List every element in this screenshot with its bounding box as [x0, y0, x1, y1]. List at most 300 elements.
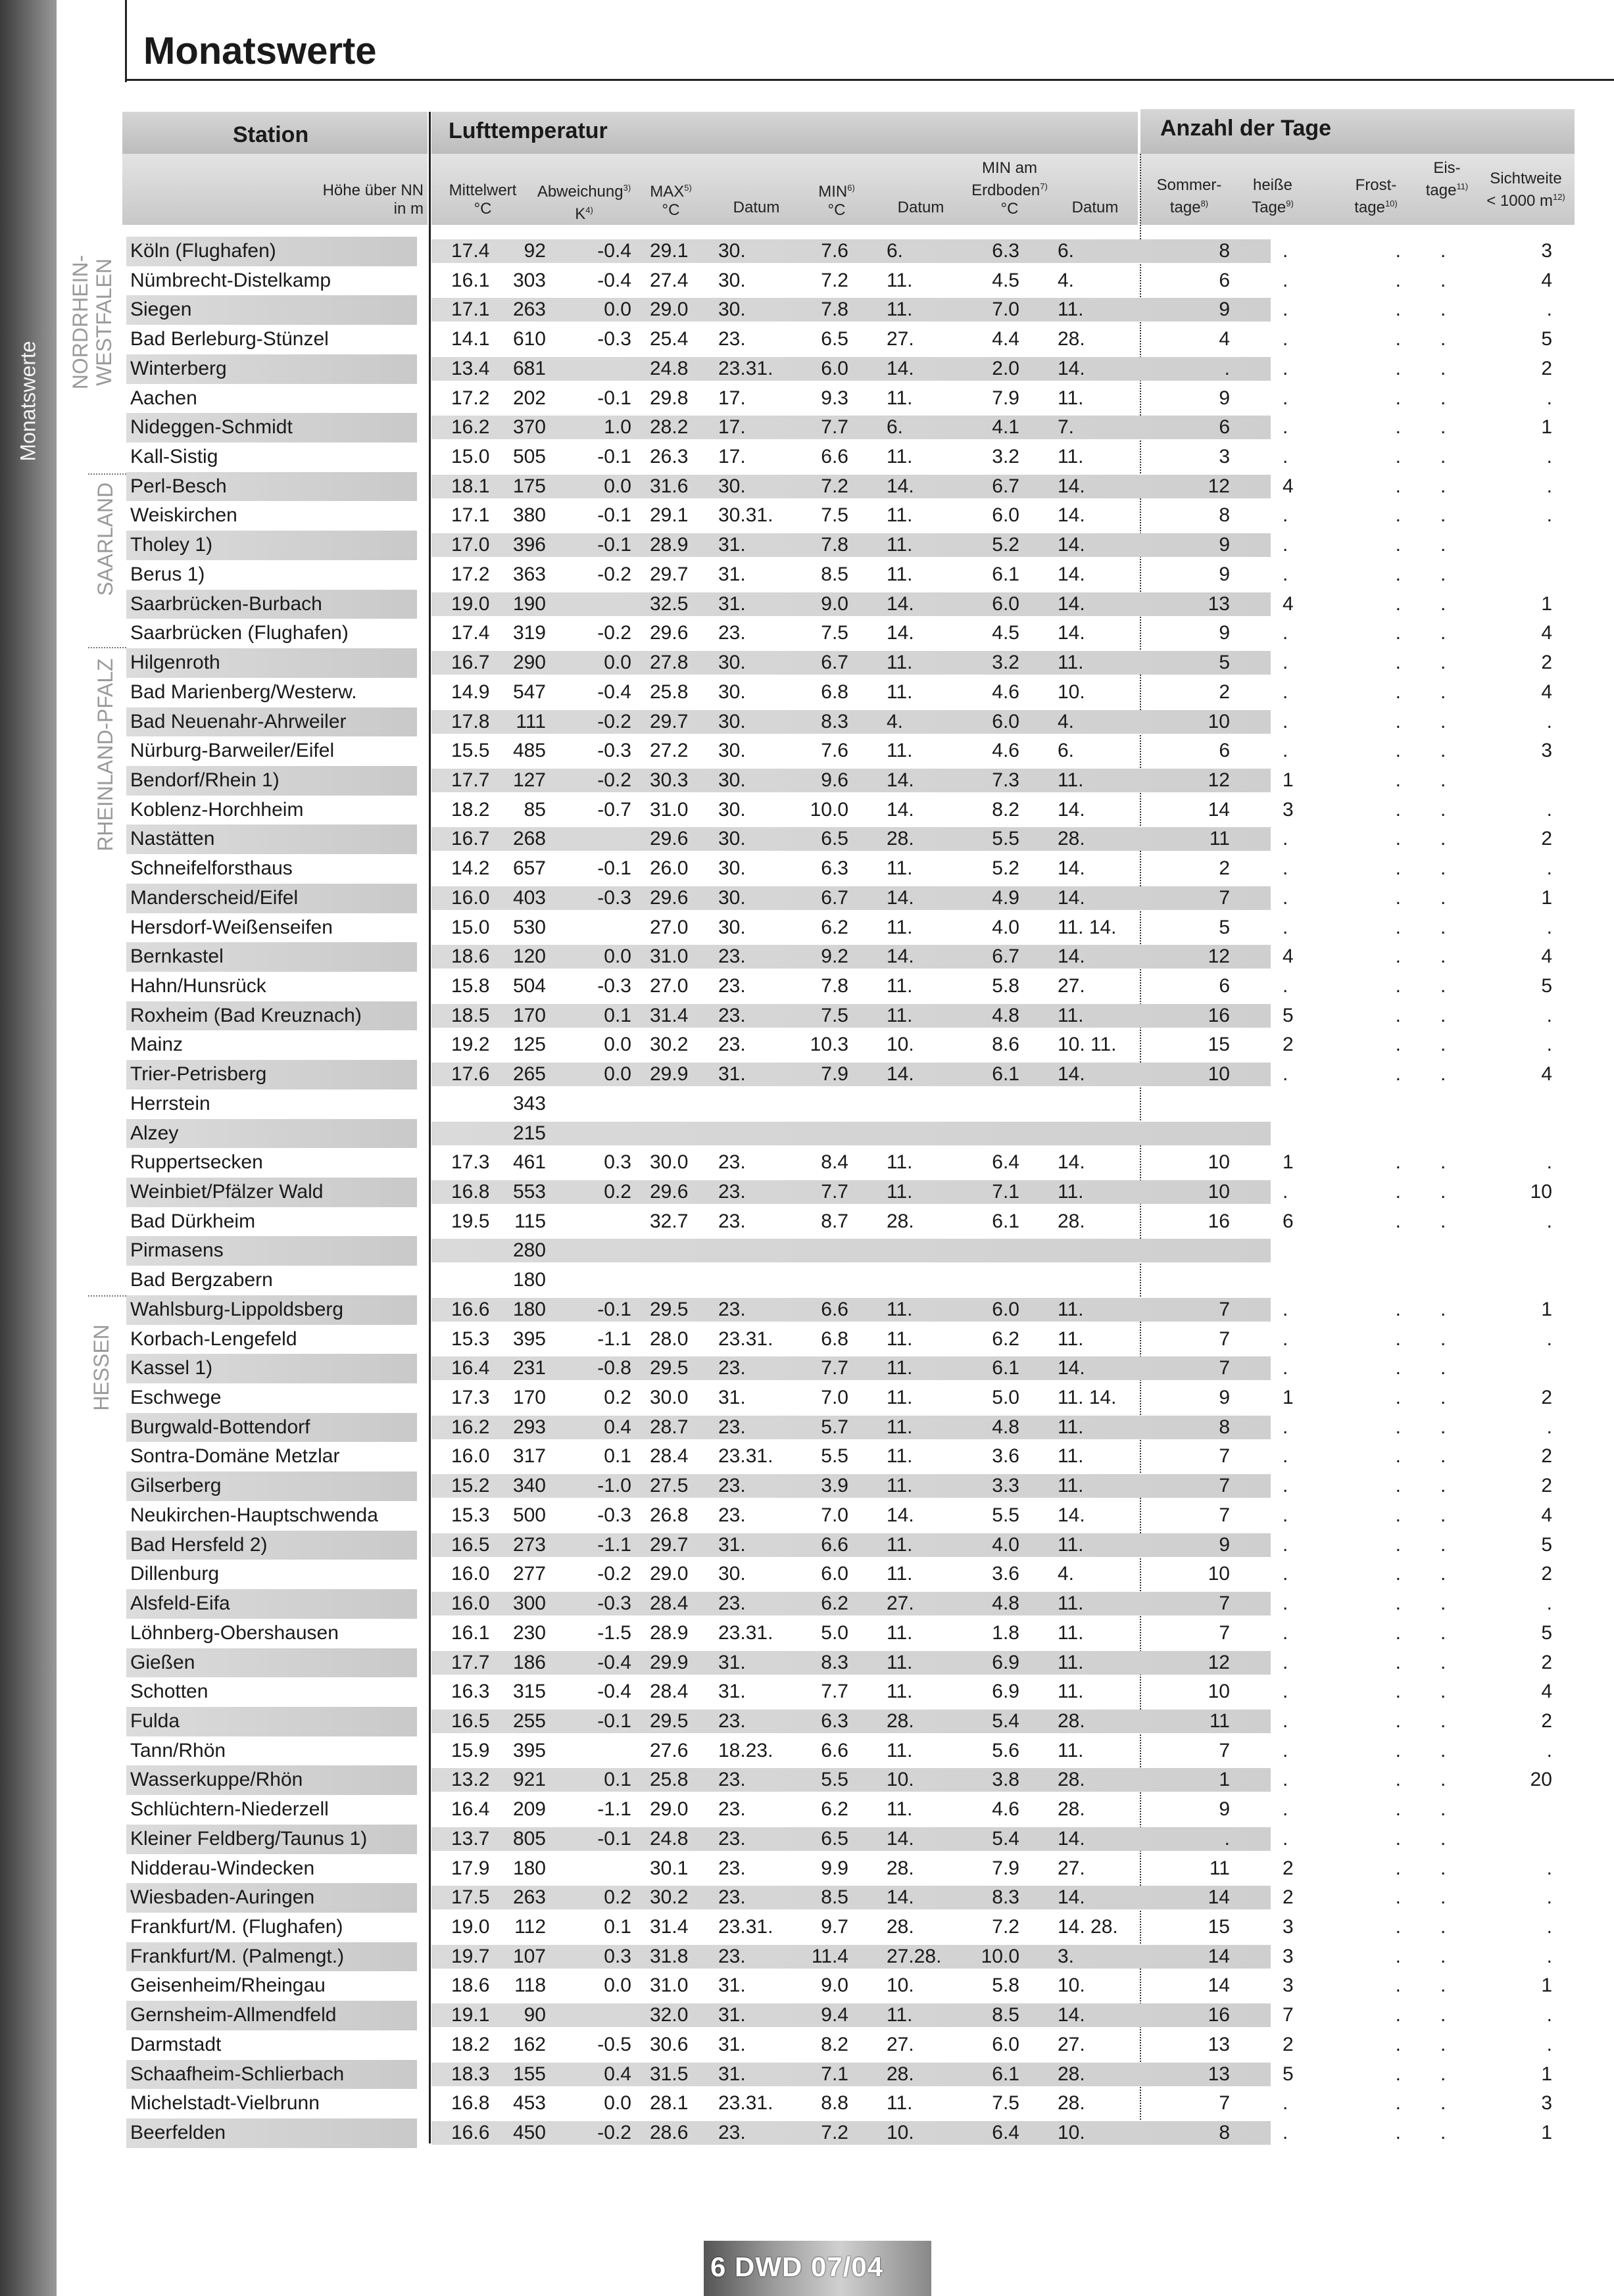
cell-x: 28.1 [650, 2092, 689, 2115]
cell-sv: 4 [1541, 1063, 1552, 1086]
cell-m: 17.5 [451, 1886, 490, 1909]
cell-nd: 11. [887, 1681, 913, 1703]
cell-ed: 14. [1058, 1063, 1085, 1086]
cell-ei: . [1440, 1533, 1446, 1556]
cell-m: 15.2 [451, 1475, 490, 1497]
cell-s: 7 [1219, 1475, 1230, 1497]
cell-a: 0.0 [604, 1034, 631, 1056]
cell-s: 6 [1219, 974, 1230, 997]
station-name: Köln (Flughafen) [126, 237, 417, 266]
cell-nd: 11. [887, 1445, 913, 1468]
cell-nd: 11. [887, 1298, 913, 1320]
cell-h: 403 [512, 886, 546, 909]
cell-n: 3.9 [821, 1475, 848, 1497]
cell-m: 19.1 [451, 2004, 490, 2026]
cell-xd: 23. [718, 1857, 746, 1879]
cell-nd: 11. [887, 269, 913, 291]
cell-ei: . [1440, 1886, 1446, 1909]
cell-xd: 31. [718, 1387, 746, 1409]
cell-ed: 11. [1058, 652, 1084, 674]
table-row [125, 766, 1614, 796]
station-name: Geisenheim/Rheingau [130, 1974, 326, 1997]
cell-f: . [1395, 2033, 1401, 2055]
cell-ei: . [1440, 1857, 1446, 1879]
cell-xd: 31. [718, 534, 746, 556]
cell-ht: 7 [1283, 2004, 1294, 2026]
station-name: Nümbrecht-Distelkamp [130, 269, 331, 291]
cell-ei: . [1440, 1621, 1446, 1644]
cell-ei: . [1440, 1475, 1446, 1497]
cell-ed: 11. [1058, 1181, 1084, 1203]
table-row [125, 442, 1614, 472]
cell-m: 18.3 [451, 2063, 490, 2085]
cell-ed: 14. [1058, 857, 1085, 880]
cell-xd: 30. [718, 269, 746, 291]
cell-x: 28.6 [650, 2122, 689, 2143]
cell-m: 16.1 [451, 269, 490, 291]
cell-n: 6.5 [821, 828, 848, 850]
cell-ed: 14. [1058, 886, 1085, 909]
cell-s: 11 [1209, 1710, 1230, 1732]
cell-s: . [1224, 357, 1230, 379]
cell-h: 303 [512, 269, 546, 291]
cell-a: 0.0 [604, 475, 631, 497]
cell-e: 6.3 [992, 240, 1019, 262]
station-name: Beerfelden [126, 2118, 417, 2148]
cell-f: . [1395, 828, 1401, 850]
station-name: Frankfurt/M. (Palmengt.) [126, 1942, 417, 1972]
cell-a: 0.1 [604, 1769, 631, 1791]
table-row [125, 884, 1614, 913]
cell-x: 28.4 [650, 1592, 689, 1615]
cell-ht: . [1283, 2122, 1288, 2143]
cell-ht: . [1283, 1739, 1288, 1761]
station-name: Korbach-Lengefeld [130, 1327, 297, 1350]
cell-h: 461 [512, 1151, 546, 1174]
cell-nd: 14. [887, 1827, 914, 1850]
cell-nd: 11. [887, 387, 913, 409]
cell-ed: 11. [1058, 1533, 1084, 1556]
cell-s [1177, 1266, 1230, 1295]
station-header: Station [233, 122, 309, 147]
cell-f: . [1395, 1210, 1401, 1232]
cell-f: . [1395, 1475, 1401, 1497]
cell-e: 8.5 [992, 2004, 1019, 2026]
cell-ei: . [1440, 1974, 1446, 1997]
cell-ed: 14. [1058, 945, 1085, 968]
cell-f: . [1395, 2004, 1401, 2026]
table-row [125, 266, 1614, 296]
cell-ei: . [1440, 916, 1446, 938]
cell-xd: 31. [718, 1533, 746, 1556]
cell-xd: 23. [718, 1151, 746, 1174]
cell-x: 31.4 [650, 1004, 689, 1026]
station-name: Trier-Petrisberg [126, 1060, 417, 1089]
cell-f: . [1395, 622, 1401, 644]
cell-h: 162 [512, 2033, 546, 2055]
cell-e: 4.8 [992, 1004, 1019, 1026]
cell-m: 15.3 [451, 1327, 490, 1350]
cell-xd: 30. [718, 740, 746, 762]
cell-x: 25.4 [650, 328, 689, 350]
cell-e: 5.8 [992, 1974, 1019, 1997]
cell-xd: 30. [718, 710, 746, 732]
cell-a: 0.0 [604, 945, 631, 968]
cell-x: 29.6 [650, 828, 689, 850]
table-row [125, 1001, 1614, 1031]
cell-s: 13 [1208, 592, 1230, 615]
cell-f: . [1395, 974, 1401, 997]
cell-h: 505 [512, 446, 546, 468]
cell-f: . [1395, 1416, 1401, 1438]
cell-ed: 4. [1058, 1563, 1075, 1585]
cell-s: 12 [1208, 475, 1230, 497]
cell-f: . [1395, 798, 1401, 821]
cell-xd: 23.31. [718, 1327, 773, 1350]
cell-n: 8.4 [821, 1151, 848, 1174]
table-row [125, 942, 1614, 972]
lufttemperatur-header: Lufttemperatur [449, 118, 608, 143]
cell-n: 7.8 [821, 974, 848, 997]
station-name: Hilgenroth [126, 648, 417, 678]
cell-n: 6.5 [821, 328, 848, 350]
cell-a [546, 2001, 631, 2030]
table-row [125, 1119, 1614, 1149]
cell-ei: . [1440, 240, 1446, 262]
cell-f: . [1395, 387, 1401, 409]
cell-s: 11 [1209, 1857, 1230, 1879]
cell-sv: . [1546, 1739, 1552, 1761]
cell-m: 16.7 [451, 652, 490, 674]
cell-h: 209 [512, 1798, 546, 1821]
col-eistage: Eis- tage$^{11)}$ [1425, 159, 1469, 199]
cell-ei: . [1440, 828, 1446, 850]
cell-sv: 2 [1541, 1475, 1552, 1497]
cell-h: 657 [512, 857, 546, 880]
station-name: Nidderau-Windecken [130, 1857, 315, 1879]
cell-ed: 28. [1058, 1769, 1085, 1791]
table-row [125, 384, 1614, 414]
station-name: Herrstein [130, 1092, 210, 1114]
cell-e: 5.2 [992, 857, 1019, 880]
cell-f: . [1395, 1827, 1401, 1850]
cell-f: . [1395, 269, 1401, 291]
cell-ei: . [1440, 1004, 1446, 1026]
cell-f: . [1395, 1710, 1401, 1732]
cell-f: . [1395, 1504, 1401, 1526]
col-abweichung: Abweichung$^{3)}$ $K^{4)}$ [537, 183, 631, 223]
cell-f: . [1395, 1034, 1401, 1056]
cell-n: 6.6 [821, 446, 848, 468]
cell-nd: 14. [887, 769, 914, 791]
cell-ht: . [1283, 1416, 1288, 1438]
cell-nd: 10. [887, 1769, 914, 1791]
cell-s: 9 [1219, 387, 1230, 409]
cell-s: 8 [1219, 504, 1230, 527]
cell-nd: 28. [887, 1210, 914, 1232]
station-name: Wiesbaden-Auringen [126, 1883, 417, 1913]
cell-n: 7.7 [821, 1181, 848, 1203]
cell-f: . [1395, 886, 1401, 909]
cell-sv: 4 [1541, 1681, 1552, 1703]
cell-sv: 4 [1541, 681, 1552, 703]
station-name: Aachen [130, 387, 197, 409]
cell-a: -0.4 [597, 269, 631, 291]
station-name: Bad Bergzabern [130, 1269, 273, 1291]
cell-ht: . [1283, 710, 1288, 732]
cell-ht: 1 [1283, 769, 1294, 791]
cell-ed: 28. [1058, 1210, 1085, 1232]
cell-s: 9 [1219, 299, 1230, 321]
table-row [125, 1619, 1614, 1648]
cell-sv: 2 [1541, 1445, 1552, 1468]
cell-sv: . [1546, 1210, 1552, 1232]
cell-m: 16.0 [451, 886, 490, 909]
cell-e [954, 1236, 1019, 1266]
cell-ht: . [1283, 387, 1288, 409]
cell-xd: 30. [718, 769, 746, 791]
region-hessen: HESSEN [89, 1324, 113, 1411]
station-name: Alsfeld-Eifa [126, 1589, 417, 1619]
station-name: Dillenburg [130, 1563, 220, 1585]
cell-nd: 14. [887, 592, 914, 615]
cell-ed: 11. [1058, 769, 1084, 791]
col-sommertage: Sommer- tage$^{8)}$ [1156, 176, 1222, 216]
cell-n: 8.8 [821, 2092, 848, 2115]
cell-e: 6.0 [992, 592, 1019, 615]
cell-xd: 17. [718, 387, 746, 409]
cell-xd: 23. [718, 1475, 746, 1497]
cell-ei: . [1440, 1592, 1446, 1615]
cell-m: 14.9 [451, 681, 490, 703]
cell-a: 0.3 [604, 1151, 631, 1174]
cell-ed: 11. [1058, 1592, 1084, 1615]
cell-h: 118 [514, 1974, 546, 1997]
cell-h: 317 [512, 1445, 546, 1468]
cell-e: 5.0 [992, 1387, 1019, 1409]
cell-m: 14.2 [451, 857, 490, 880]
cell-f: . [1395, 1063, 1401, 1086]
cell-n: 9.0 [821, 1974, 848, 1997]
table-row [125, 1501, 1614, 1531]
cell-xd: 23.31. [718, 1621, 773, 1644]
cell-n: 6.3 [821, 1710, 848, 1732]
cell-ed: 11. [1058, 1327, 1084, 1350]
table-row [125, 1325, 1614, 1354]
cell-m: 16.0 [451, 1563, 490, 1585]
cell-nd: 11. [887, 916, 913, 938]
cell-ed: 14. [1058, 563, 1085, 585]
cell-s: 5 [1219, 652, 1230, 674]
cell-n: 8.5 [821, 563, 848, 585]
cell-ed [1058, 1266, 1156, 1295]
cell-f: . [1395, 1327, 1401, 1350]
cell-m: 13.2 [451, 1769, 490, 1791]
cell-nd: 28. [887, 2063, 914, 2085]
cell-a [546, 1089, 631, 1119]
table-row [125, 560, 1614, 590]
cell-sv: . [1546, 2004, 1552, 2026]
cell-ei: . [1440, 563, 1446, 585]
cell-s: 7 [1219, 886, 1230, 909]
table-row [125, 1913, 1614, 1942]
cell-f: . [1395, 357, 1401, 379]
cell-h: 155 [512, 2063, 546, 2085]
cell-xd: 23. [718, 1827, 746, 1850]
station-name: Michelstadt-Vielbrunn [130, 2092, 320, 2115]
cell-ed: 14. [1058, 2004, 1085, 2026]
cell-ed: 11. [1058, 1416, 1084, 1438]
cell-x: 29.1 [650, 240, 689, 262]
cell-a: -0.7 [597, 798, 631, 821]
cell-x: 29.5 [650, 1298, 689, 1320]
cell-ht: . [1283, 886, 1288, 909]
cell-x: 29.7 [650, 1533, 689, 1556]
cell-h: 921 [512, 1769, 546, 1791]
cell-f: . [1395, 1621, 1401, 1644]
cell-f: . [1395, 2092, 1401, 2115]
station-name: Neukirchen-Hauptschwenda [130, 1504, 378, 1526]
cell-n: 7.5 [821, 622, 848, 644]
cell-xd: 23.31. [718, 2092, 773, 2115]
cell-ht [1283, 1236, 1329, 1266]
cell-ht: . [1283, 269, 1288, 291]
station-name: Darmstadt [130, 2033, 222, 2055]
cell-sv: . [1546, 1945, 1552, 1967]
cell-f: . [1395, 1886, 1401, 1909]
side-tab [0, 0, 57, 2296]
cell-nd: 28. [887, 1857, 914, 1879]
cell-n: 9.3 [821, 387, 848, 409]
cell-ed: 28. [1058, 2063, 1085, 2085]
cell-f: . [1395, 916, 1401, 938]
cell-sv: 1 [1541, 2063, 1552, 2085]
cell-n: 7.7 [821, 416, 848, 439]
table-row [125, 913, 1614, 943]
cell-m [451, 1266, 524, 1295]
cell-h: 125 [512, 1034, 546, 1056]
cell-nd: 11. [887, 446, 913, 468]
station-name: Schotten [130, 1681, 208, 1703]
station-name: Fulda [126, 1707, 417, 1736]
cell-sv: . [1546, 1327, 1552, 1350]
cell-m: 15.0 [451, 916, 490, 938]
cell-e: 4.5 [992, 269, 1019, 291]
cell-n: 8.5 [821, 1886, 848, 1909]
cell-m [451, 1089, 524, 1119]
cell-m: 14.1 [451, 328, 490, 350]
cell-x: 28.7 [650, 1416, 689, 1438]
cell-nd: 14. [887, 1886, 914, 1909]
cell-sv: 1 [1541, 886, 1552, 909]
cell-m: 18.6 [451, 945, 490, 968]
cell-a: -0.1 [597, 387, 631, 409]
cell-ht: 5 [1283, 2063, 1294, 2085]
cell-ht: 2 [1283, 1886, 1294, 1909]
cell-m: 15.3 [451, 1504, 490, 1526]
cell-x: 27.5 [650, 1475, 689, 1497]
cell-sv: . [1546, 504, 1552, 527]
cell-ei: . [1440, 710, 1446, 732]
cell-xd: 23.31. [718, 357, 773, 379]
cell-ht: 3 [1283, 1915, 1294, 1938]
station-name: Mainz [130, 1034, 183, 1056]
cell-s: 9 [1219, 563, 1230, 585]
cell-e: 6.1 [992, 2063, 1019, 2085]
cell-ei [1440, 1236, 1460, 1266]
cell-a: -0.3 [597, 1504, 631, 1526]
cell-e: 4.5 [992, 622, 1019, 644]
cell-e: 7.9 [992, 387, 1019, 409]
cell-m: 13.7 [451, 1827, 490, 1850]
cell-e: 4.8 [992, 1592, 1019, 1615]
col-erdboden-datum: Datum [1071, 199, 1119, 216]
cell-ht: . [1283, 1504, 1288, 1526]
cell-nd: 11. [887, 504, 913, 527]
cell-ei: . [1440, 1827, 1446, 1850]
cell-sv [1513, 1089, 1552, 1119]
cell-x: 26.8 [650, 1504, 689, 1526]
cell-m: 16.0 [451, 1445, 490, 1468]
cell-sv: . [1546, 2033, 1552, 2055]
cell-ed [1058, 1119, 1156, 1149]
table-row [125, 1089, 1614, 1119]
cell-a: -0.4 [597, 240, 631, 262]
cell-e: 3.8 [992, 1769, 1019, 1791]
cell-x: 25.8 [650, 1769, 689, 1791]
cell-a: 0.2 [604, 1181, 631, 1203]
table-row [125, 1942, 1614, 1972]
cell-e: 5.6 [992, 1739, 1019, 1761]
cell-h: 805 [512, 1827, 546, 1850]
table-row [125, 1825, 1614, 1854]
cell-ei: . [1440, 1945, 1446, 1967]
cell-s: 12 [1208, 945, 1230, 968]
cell-ei: . [1440, 1387, 1446, 1409]
cell-ht: . [1283, 1681, 1288, 1703]
cell-n: 7.5 [821, 1004, 848, 1026]
cell-sv: . [1546, 1886, 1552, 1909]
table-row [125, 972, 1614, 1001]
cell-e: 4.0 [992, 1533, 1019, 1556]
cell-sv: 1 [1541, 1974, 1552, 1997]
station-name: Weinbiet/Pfälzer Wald [126, 1178, 417, 1207]
cell-e: 6.2 [992, 1327, 1019, 1350]
cell-x: 28.4 [650, 1445, 689, 1468]
cell-sv [1513, 766, 1552, 796]
station-name: Saarbrücken (Flughafen) [130, 622, 349, 644]
cell-m: 15.5 [451, 740, 490, 762]
cell-n: 7.6 [821, 240, 848, 262]
cell-ed: 14. [1058, 1827, 1085, 1850]
cell-a [546, 1119, 631, 1149]
cell-a: -0.1 [597, 1298, 631, 1320]
cell-x: 29.0 [650, 299, 689, 321]
cell-x: 27.2 [650, 740, 689, 762]
cell-n: 8.3 [821, 1651, 848, 1673]
cell-e [954, 1119, 1019, 1149]
cell-nd: 11. [887, 1475, 913, 1497]
cell-ei: . [1440, 357, 1446, 379]
cell-x: 28.9 [650, 1621, 689, 1644]
cell-ei: . [1440, 1416, 1446, 1438]
cell-nd: 11. [887, 299, 913, 321]
table-row [125, 854, 1614, 884]
cell-ht: . [1283, 1533, 1288, 1556]
cell-n: 6.0 [821, 357, 848, 379]
cell-e: 6.9 [992, 1651, 1019, 1673]
table-row [125, 1765, 1614, 1795]
